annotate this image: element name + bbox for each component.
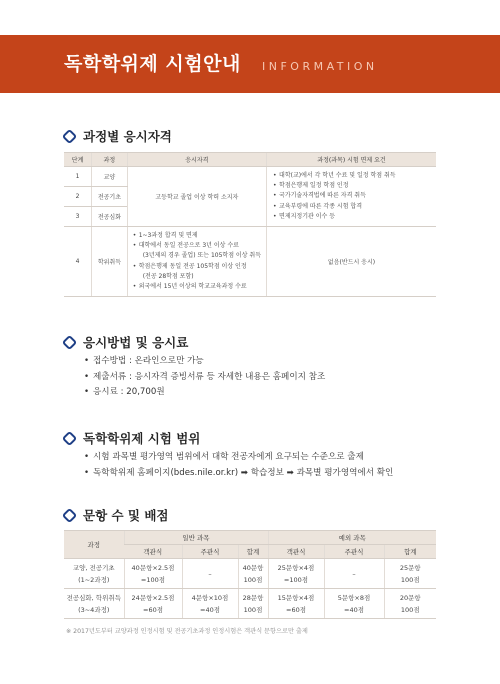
hexagon-bullet-icon (62, 430, 78, 446)
course-cell (64, 589, 124, 619)
step-cell: 2 (64, 187, 92, 207)
column-header: 응시자격 (127, 153, 266, 167)
table-row (64, 559, 436, 589)
section-title: 문항 수 및 배점 (83, 508, 169, 523)
cell-line: 5문항×8점 (337, 593, 371, 602)
step-cell: 3 (64, 207, 92, 227)
cell-line: 25문항 (399, 563, 421, 572)
column-header: 단계 (64, 153, 92, 167)
cell-line: 20문항 (399, 593, 421, 602)
table-row (64, 167, 436, 187)
footnote: ※ 2017년도부터 교양과정 인정시험 및 전공기초과정 인정시험은 객관식 문항으로만 출제 (66, 628, 308, 635)
column-header: 객관식 (124, 545, 182, 559)
course-name: 교양, 전공기초 (72, 563, 115, 572)
apply-list (84, 354, 325, 401)
section-title: 응시방법 및 응시료 (83, 335, 189, 350)
section-apply-header (64, 333, 188, 351)
cell-line: =40점 (344, 605, 364, 614)
step-cell: 1 (64, 167, 92, 187)
course-header: 과정 (64, 531, 124, 559)
cell-line: 100점 (243, 575, 263, 584)
cell-line: 25문항×4점 (277, 563, 315, 572)
exemption-list (273, 171, 430, 222)
scope-list (84, 450, 393, 481)
score-cell (384, 559, 436, 589)
course-cell: 학위취득 (92, 227, 128, 297)
column-header: 주관식 (182, 545, 238, 559)
list-item: • 국가기술자격법에 따른 자격 취득 (273, 191, 430, 201)
list-item: (전공 28학점 포함) (142, 272, 194, 280)
page-subtitle: INFORMATION (262, 60, 378, 73)
list-item: • 교육부령에 따른 각종 시험 합격 (273, 202, 430, 212)
qualification-cell: 고등학교 졸업 이상 학력 소지자 (127, 167, 266, 227)
section-title: 과정별 응시자격 (83, 129, 172, 144)
score-cell (384, 589, 436, 619)
cell-line: 4문항×10점 (191, 593, 229, 602)
cell-line: 24문항×2.5점 (131, 593, 175, 602)
course-range: (1~2과정) (78, 575, 110, 584)
cell-line: 100점 (400, 575, 420, 584)
course-name: 전공심화, 학위취득 (66, 593, 121, 602)
section-scope-header (64, 429, 200, 447)
column-header: 객관식 (268, 545, 324, 559)
score-cell (182, 559, 238, 589)
column-header: 주관식 (324, 545, 384, 559)
score-cell (324, 589, 384, 619)
cell-line: =60점 (143, 605, 163, 614)
list-item: • 독학학위제 홈페이지(bdes.nile.or.kr) ➡ 학습정보 ➡ 과목별 평가영역에서 확인 (84, 466, 393, 482)
score-cell (238, 589, 268, 619)
group-header: 예외 과목 (268, 531, 436, 545)
course-cell: 교양 (92, 167, 128, 187)
header-banner (0, 35, 500, 93)
list-item: • 응시료 : 20,700원 (84, 385, 325, 401)
qualification-list (133, 231, 261, 292)
cell-line: – (352, 569, 356, 578)
cell-line: – (208, 569, 212, 578)
list-item: • 접수방법 : 온라인으로만 가능 (84, 354, 325, 370)
course-cell (64, 559, 124, 589)
list-item: • 면제지정기관 이수 등 (273, 212, 430, 222)
table-row (64, 227, 436, 297)
cell-line: 40문항 (242, 563, 264, 572)
cell-line: 100점 (243, 605, 263, 614)
score-cell (124, 589, 182, 619)
section-title: 독학학위제 시험 범위 (83, 431, 201, 446)
list-item: • 외국에서 15년 이상의 학교교육과정 수료 (133, 282, 261, 292)
cell-line: =40점 (200, 605, 220, 614)
cell-line: 40문항×2.5점 (131, 563, 175, 572)
cell-line: =100점 (140, 575, 166, 584)
course-range: (3~4과정) (78, 605, 110, 614)
list-item: (3년제의 경우 졸업) 또는 105학점 이상 취득 (142, 252, 262, 260)
section-scoring-header (64, 506, 169, 524)
list-item: • 1~3과정 합격 및 면제 (133, 231, 261, 241)
group-header: 일반 과목 (124, 531, 268, 545)
score-cell (238, 559, 268, 589)
section-qualification-header (64, 127, 172, 145)
cell-line: 100점 (400, 605, 420, 614)
column-header: 과정 (92, 153, 128, 167)
cell-line: 28문항 (242, 593, 264, 602)
exemption-cell (267, 167, 436, 227)
score-cell (324, 559, 384, 589)
list-item: • 제출서류 : 응시자격 증빙서류 등 자세한 내용은 홈페이지 참조 (84, 370, 325, 386)
score-cell (268, 559, 324, 589)
exemption-cell: 없음(반드시 응시) (267, 227, 436, 297)
cell-line: =100점 (283, 575, 309, 584)
course-cell: 전공심화 (92, 207, 128, 227)
list-item: • 학점은행제 동일 전공 105학점 이상 인정 (133, 262, 261, 272)
list-item: • 학점은행제 일정 학점 인정 (273, 181, 430, 191)
column-header: 합계 (238, 545, 268, 559)
hexagon-bullet-icon (62, 334, 78, 350)
score-cell (182, 589, 238, 619)
column-header: 합계 (384, 545, 436, 559)
hexagon-bullet-icon (62, 507, 78, 523)
cell-line: =60점 (286, 605, 306, 614)
score-cell (268, 589, 324, 619)
hexagon-bullet-icon (62, 128, 78, 144)
column-header: 과정(과목) 시험 면제 요건 (267, 153, 436, 167)
scoring-table (64, 530, 436, 619)
step-cell: 4 (64, 227, 92, 297)
qualification-cell (127, 227, 266, 297)
course-cell: 전공기초 (92, 187, 128, 207)
list-item: • 시험 과목별 평가영역 범위에서 대학 전공자에게 요구되는 수준으로 출제 (84, 450, 393, 466)
qualification-table (64, 152, 436, 297)
list-item: • 대학에서 동일 전공으로 3년 이상 수료 (133, 241, 261, 251)
score-cell (124, 559, 182, 589)
page-title: 독학학위제 시험안내 (64, 53, 241, 75)
cell-line: 15문항×4점 (277, 593, 315, 602)
list-item: • 대학(교)에서 각 학년 수료 및 일정 학점 취득 (273, 171, 430, 181)
table-row (64, 589, 436, 619)
